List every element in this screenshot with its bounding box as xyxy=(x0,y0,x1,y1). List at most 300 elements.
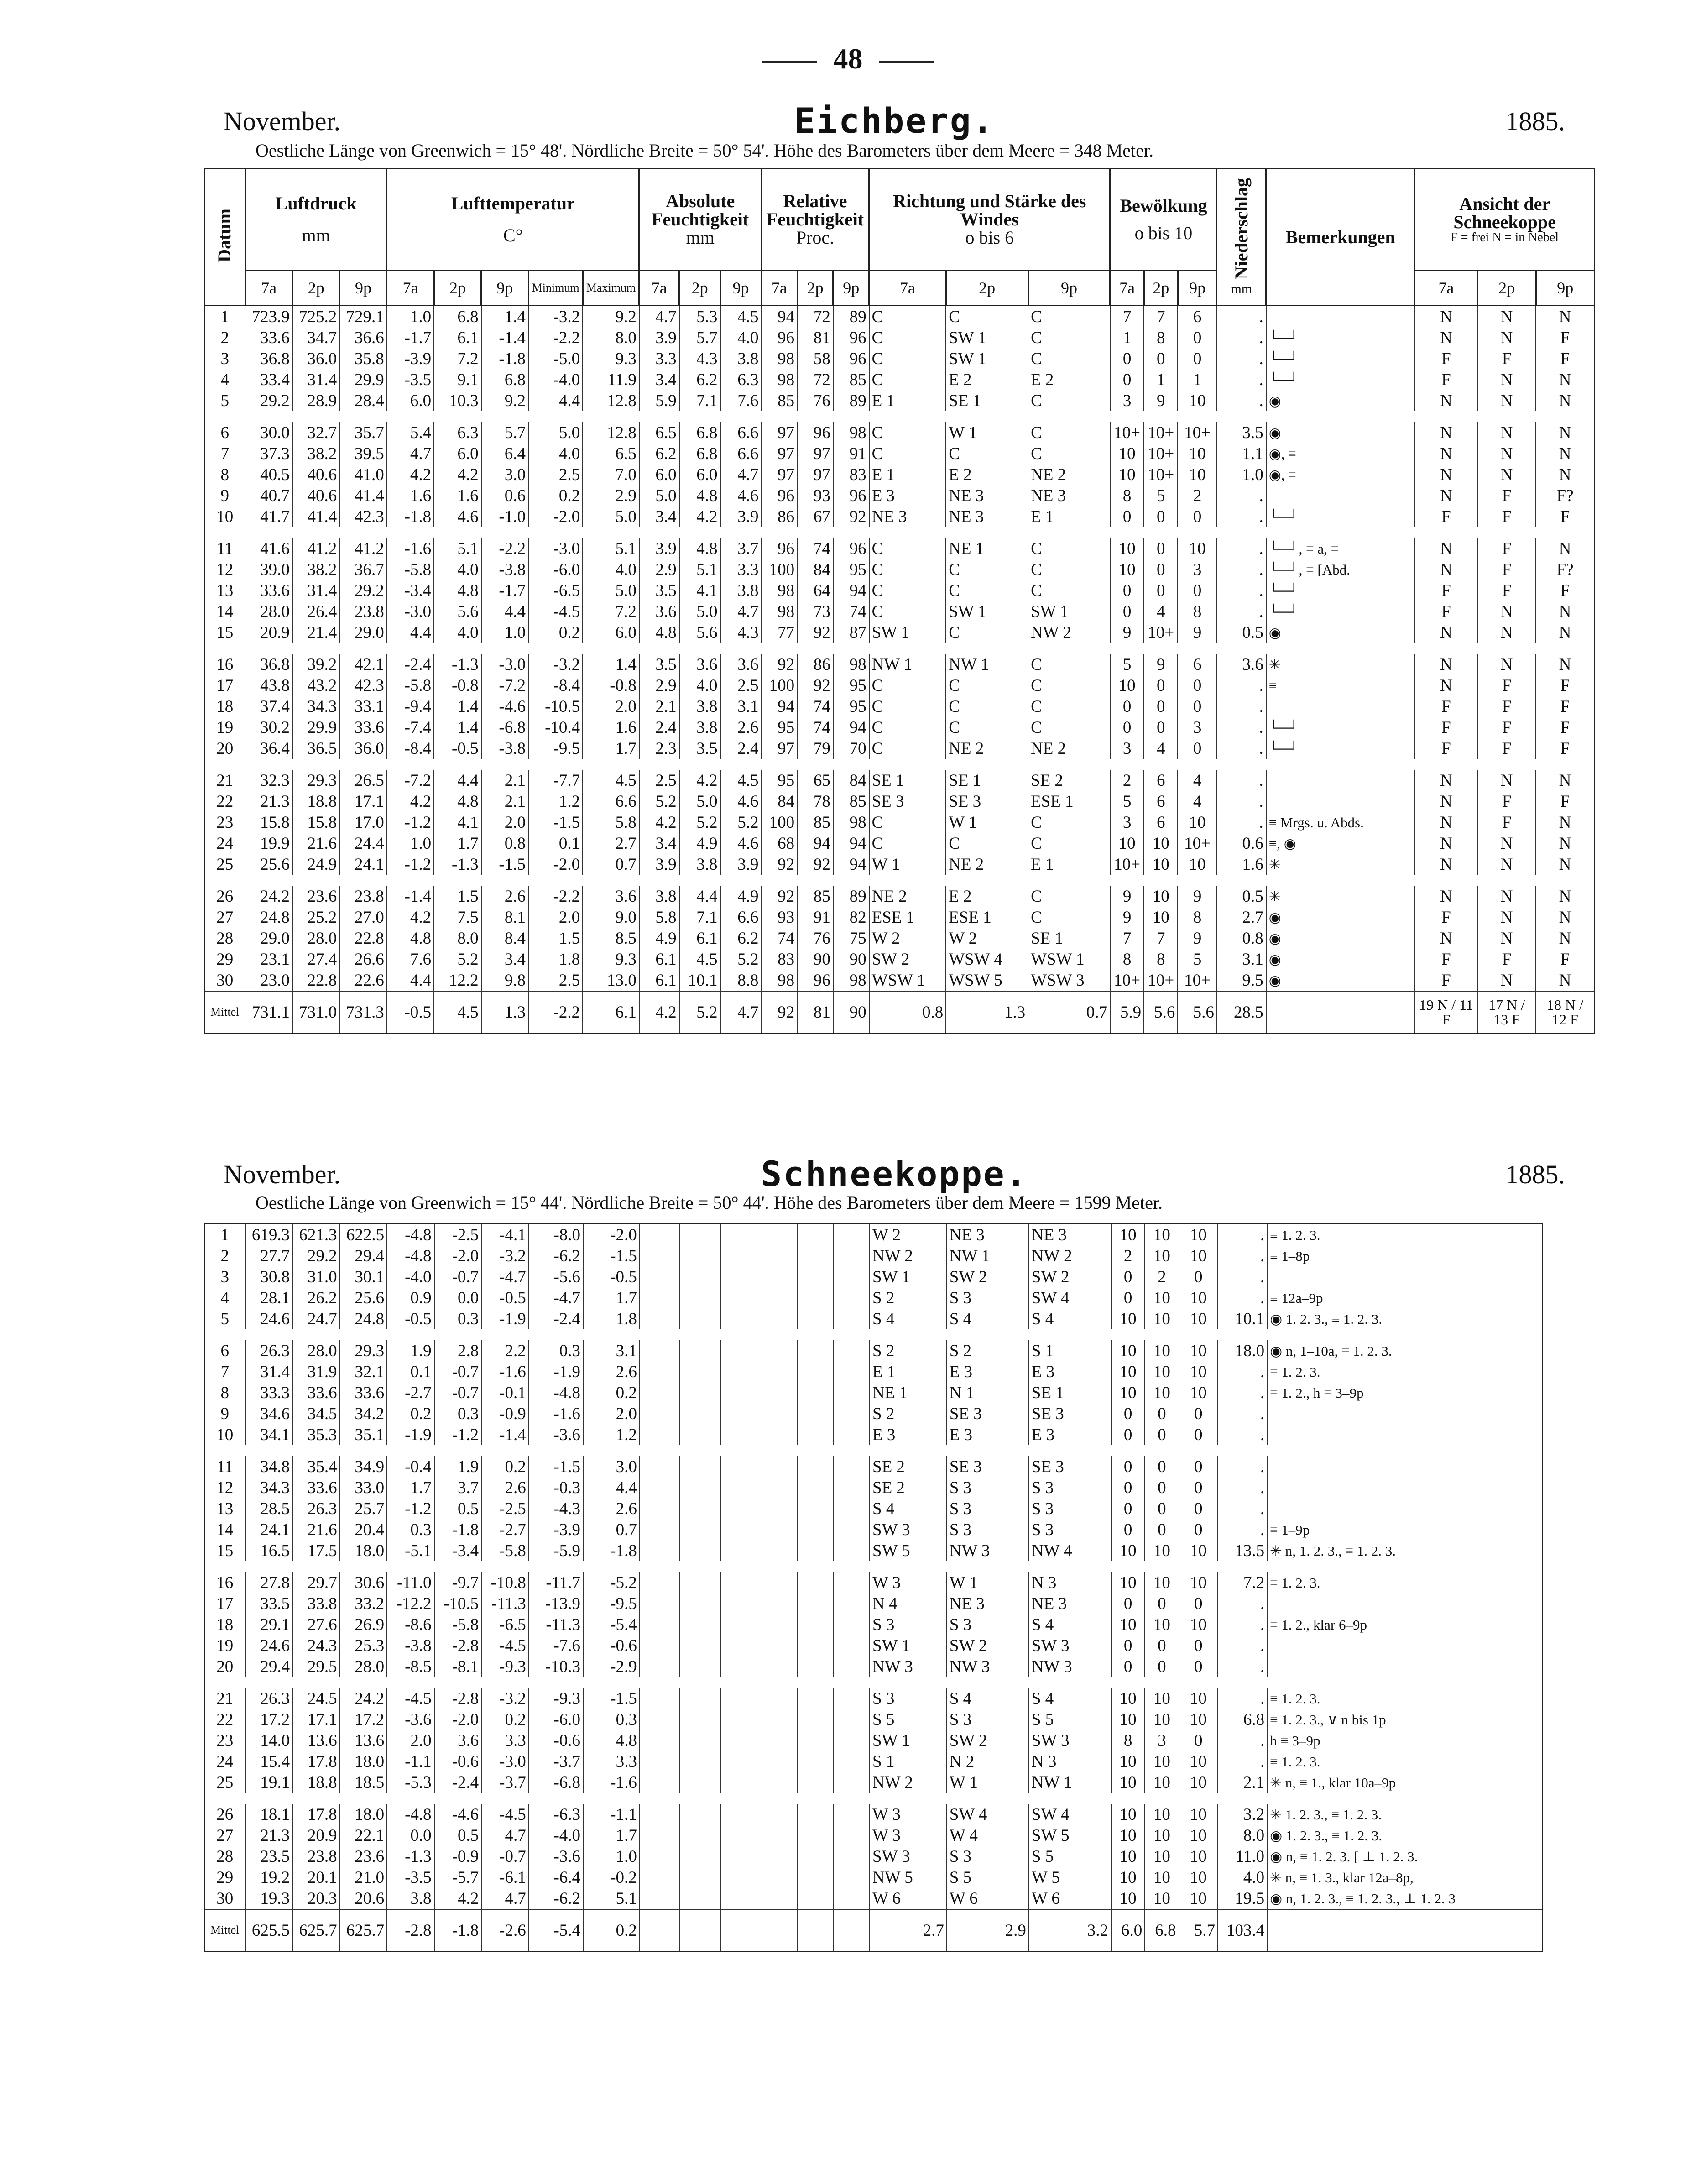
remarks-cell: └─┘ xyxy=(1266,327,1415,348)
value-cell: -6.5 xyxy=(528,580,583,601)
value-cell: 22.8 xyxy=(339,928,386,949)
value-cell: 25.2 xyxy=(292,907,339,928)
day-cell: 1 xyxy=(204,306,245,328)
value-cell xyxy=(798,1477,834,1498)
value-cell: S 4 xyxy=(1029,1688,1111,1709)
value-cell: 31.4 xyxy=(245,1361,293,1382)
value-cell: 9 xyxy=(1178,886,1216,907)
value-cell: C xyxy=(1028,327,1110,348)
value-cell: 28.0 xyxy=(292,1340,340,1361)
value-cell: 96 xyxy=(761,485,797,506)
value-cell: 621.3 xyxy=(292,1224,340,1246)
value-cell: -6.0 xyxy=(529,1709,583,1730)
mean-value: 1.3 xyxy=(946,991,1028,1034)
value-cell: 2.9 xyxy=(639,675,679,696)
value-cell: 10 xyxy=(1144,886,1178,907)
value-cell: W 3 xyxy=(870,1825,947,1846)
value-cell: 42.1 xyxy=(339,654,386,675)
value-cell: 0.2 xyxy=(481,1456,529,1477)
value-cell: F xyxy=(1477,675,1536,696)
value-cell xyxy=(640,1245,680,1266)
remarks-cell: ≡ 1. 2. 3. xyxy=(1267,1688,1542,1709)
value-cell: 41.7 xyxy=(245,506,292,527)
value-cell: NW 3 xyxy=(947,1656,1029,1677)
value-cell: F xyxy=(1536,348,1594,369)
value-cell: 28.9 xyxy=(292,390,339,411)
value-cell: F xyxy=(1477,791,1536,812)
value-cell: C xyxy=(1028,717,1110,738)
value-cell: 10 xyxy=(1179,1382,1218,1403)
value-cell: 79 xyxy=(797,738,833,759)
value-cell: E 3 xyxy=(947,1361,1029,1382)
value-cell: NW 2 xyxy=(870,1772,947,1793)
value-cell xyxy=(640,1867,680,1888)
value-cell: -5.8 xyxy=(387,675,434,696)
value-cell: 7.0 xyxy=(583,464,639,485)
value-cell: 98 xyxy=(761,348,797,369)
value-cell: 10+ xyxy=(1144,464,1178,485)
value-cell: -3.6 xyxy=(529,1846,583,1867)
value-cell: W 3 xyxy=(870,1572,947,1593)
mean-value: 6.8 xyxy=(1145,1909,1179,1952)
value-cell xyxy=(640,1656,680,1677)
value-cell: 43.2 xyxy=(292,675,339,696)
day-cell: 11 xyxy=(204,1456,245,1477)
value-cell: 36.0 xyxy=(339,738,386,759)
value-cell: 13.6 xyxy=(292,1730,340,1751)
value-cell: C xyxy=(869,369,946,390)
value-cell: 5.3 xyxy=(679,306,720,328)
value-cell xyxy=(762,1825,798,1846)
eichberg-year: 1885. xyxy=(1505,106,1565,136)
value-cell: N xyxy=(1415,422,1477,443)
value-cell: 10 xyxy=(1111,1340,1145,1361)
value-cell: 2.7 xyxy=(583,833,639,854)
value-cell: C xyxy=(1028,886,1110,907)
value-cell: 5.2 xyxy=(679,812,720,833)
value-cell: 65 xyxy=(797,770,833,791)
value-cell: 92 xyxy=(797,675,833,696)
value-cell xyxy=(680,1519,721,1540)
value-cell: SW 3 xyxy=(870,1846,947,1867)
remarks-cell xyxy=(1267,1498,1542,1519)
value-cell: N xyxy=(1415,791,1477,812)
value-cell: 0 xyxy=(1110,717,1144,738)
day-cell: 9 xyxy=(204,485,245,506)
value-cell: 5.1 xyxy=(583,538,639,559)
value-cell: SW 1 xyxy=(870,1635,947,1656)
value-cell: F xyxy=(1415,348,1477,369)
value-cell: 33.5 xyxy=(245,1593,293,1614)
value-cell: 5.6 xyxy=(434,601,481,622)
value-cell xyxy=(798,1688,834,1709)
value-cell: 97 xyxy=(761,422,797,443)
table-row xyxy=(204,622,1595,643)
day-cell: 28 xyxy=(204,928,245,949)
value-cell: 29.0 xyxy=(245,928,292,949)
value-cell: 4.8 xyxy=(434,580,481,601)
value-cell: 9.3 xyxy=(583,949,639,970)
value-cell: S 2 xyxy=(947,1340,1029,1361)
remarks-cell xyxy=(1267,1593,1542,1614)
value-cell: 7 xyxy=(1144,306,1178,328)
value-cell: -4.5 xyxy=(387,1688,434,1709)
value-cell xyxy=(762,1572,798,1593)
value-cell: 10 xyxy=(1179,1772,1218,1793)
value-cell: -1.8 xyxy=(481,348,528,369)
value-cell: 35.4 xyxy=(292,1456,340,1477)
value-cell xyxy=(721,1340,762,1361)
remarks-cell: ◉ xyxy=(1266,970,1415,991)
value-cell: 89 xyxy=(833,390,869,411)
day-cell: 21 xyxy=(204,770,245,791)
value-cell: S 3 xyxy=(870,1614,947,1635)
table-row xyxy=(204,1772,1543,1793)
value-cell: 92 xyxy=(797,854,833,875)
value-cell: 5 xyxy=(1110,654,1144,675)
value-cell xyxy=(640,1266,680,1287)
value-cell: E 1 xyxy=(1028,506,1110,527)
value-cell: SW 4 xyxy=(1029,1804,1111,1825)
remarks-cell: ◉ xyxy=(1266,928,1415,949)
value-cell: 9 xyxy=(1178,928,1216,949)
value-cell xyxy=(834,1403,870,1424)
value-cell: 26.5 xyxy=(339,770,386,791)
table-row xyxy=(204,1804,1543,1825)
value-cell: 6.5 xyxy=(583,443,639,464)
value-cell: -10.3 xyxy=(529,1656,583,1677)
value-cell: -9.4 xyxy=(387,696,434,717)
value-cell: -0.9 xyxy=(434,1846,482,1867)
value-cell: N xyxy=(1477,390,1536,411)
value-cell: C xyxy=(1028,559,1110,580)
value-cell: C xyxy=(946,675,1028,696)
value-cell: 0 xyxy=(1179,1477,1218,1498)
value-cell: 30.2 xyxy=(245,717,292,738)
value-cell: -4.7 xyxy=(529,1287,583,1308)
mean-value xyxy=(640,1909,680,1952)
remarks-cell: ≡ 1. 2., klar 6–9p xyxy=(1267,1614,1542,1635)
value-cell: 2.5 xyxy=(720,675,762,696)
value-cell xyxy=(640,1540,680,1561)
datum-header: Datum xyxy=(204,169,245,306)
value-cell: -1.4 xyxy=(481,327,528,348)
mean-value: 18 N / 12 F xyxy=(1536,991,1594,1034)
value-cell: 5.0 xyxy=(528,422,583,443)
value-cell: SE 2 xyxy=(1028,770,1110,791)
value-cell: N xyxy=(1536,622,1594,643)
value-cell: 23.6 xyxy=(340,1846,387,1867)
value-cell: NW 1 xyxy=(869,654,946,675)
value-cell: N xyxy=(1536,390,1594,411)
day-cell: 7 xyxy=(204,443,245,464)
value-cell: N xyxy=(1415,770,1477,791)
value-cell: -4.7 xyxy=(481,1266,529,1287)
value-cell: -4.1 xyxy=(481,1224,529,1246)
value-cell: 31.4 xyxy=(292,369,339,390)
value-cell: -3.0 xyxy=(387,601,434,622)
group-spacer xyxy=(204,643,1595,654)
value-cell xyxy=(640,1772,680,1793)
value-cell: 7.2 xyxy=(434,348,481,369)
value-cell xyxy=(721,1688,762,1709)
value-cell: -8.0 xyxy=(529,1224,583,1246)
value-cell: 1.0 xyxy=(387,833,434,854)
value-cell xyxy=(721,1403,762,1424)
value-cell: 24.9 xyxy=(292,854,339,875)
value-cell: 4.6 xyxy=(434,506,481,527)
value-cell: C xyxy=(869,833,946,854)
value-cell: 90 xyxy=(797,949,833,970)
value-cell: 5.0 xyxy=(639,485,679,506)
value-cell: 10 xyxy=(1178,854,1216,875)
value-cell: N xyxy=(1477,369,1536,390)
value-cell: 2.4 xyxy=(639,717,679,738)
value-cell: 7 xyxy=(1144,928,1178,949)
value-cell: -7.2 xyxy=(481,675,528,696)
value-cell: 95 xyxy=(761,770,797,791)
table-row xyxy=(204,928,1595,949)
value-cell: 10 xyxy=(1178,538,1216,559)
value-cell: -6.2 xyxy=(529,1245,583,1266)
value-cell: 0 xyxy=(1145,1656,1179,1677)
value-cell: 0.2 xyxy=(528,485,583,506)
value-cell: 0.0 xyxy=(387,1825,434,1846)
value-cell: NW 3 xyxy=(947,1540,1029,1561)
table-row xyxy=(204,1224,1543,1246)
table-row xyxy=(204,1403,1543,1424)
value-cell: 72 xyxy=(797,306,833,328)
value-cell: -0.7 xyxy=(481,1846,529,1867)
eichberg-table-body xyxy=(204,306,1595,1034)
value-cell: -3.2 xyxy=(528,654,583,675)
value-cell xyxy=(721,1224,762,1246)
value-cell: -4.8 xyxy=(387,1245,434,1266)
value-cell: N xyxy=(1536,833,1594,854)
value-cell: 7 xyxy=(1110,928,1144,949)
value-cell: 5.2 xyxy=(434,949,481,970)
value-cell: 74 xyxy=(797,696,833,717)
value-cell: 1.6 xyxy=(434,485,481,506)
value-cell: SW 4 xyxy=(947,1804,1029,1825)
value-cell: 1.5 xyxy=(528,928,583,949)
day-cell: 2 xyxy=(204,327,245,348)
value-cell: 10+ xyxy=(1110,854,1144,875)
value-cell: 94 xyxy=(797,833,833,854)
value-cell: C xyxy=(869,696,946,717)
value-cell: 0.6 xyxy=(481,485,528,506)
value-cell: 0.3 xyxy=(434,1403,482,1424)
day-cell: 15 xyxy=(204,1540,245,1561)
mean-value xyxy=(798,1909,834,1952)
value-cell: 2.5 xyxy=(528,970,583,991)
value-cell: 1.7 xyxy=(387,1477,434,1498)
value-cell: N xyxy=(1415,390,1477,411)
value-cell: -4.5 xyxy=(481,1804,529,1825)
value-cell: SE 1 xyxy=(946,390,1028,411)
value-cell: 6.2 xyxy=(679,369,720,390)
schneekoppe-subtitle: Oestliche Länge von Greenwich = 15° 44'. Nördliche Breite = 50° 44'. Höhe des Barometers über dem Meere = 1599 Meter. xyxy=(256,1192,1163,1213)
value-cell: 10 xyxy=(1179,1688,1218,1709)
ansicht-header: Ansicht der Schneekoppe F = frei N = in Nebel xyxy=(1415,169,1595,271)
value-cell xyxy=(721,1266,762,1287)
value-cell: 2 xyxy=(1110,770,1144,791)
value-cell: NW 2 xyxy=(1028,622,1110,643)
value-cell: C xyxy=(869,559,946,580)
value-cell xyxy=(834,1688,870,1709)
remarks-cell: ◉, ≡ xyxy=(1266,464,1415,485)
value-cell: 6.0 xyxy=(679,464,720,485)
value-cell: 98 xyxy=(833,422,869,443)
value-cell: -5.2 xyxy=(583,1572,640,1593)
remarks-cell: ≡ Mrgs. u. Abds. xyxy=(1266,812,1415,833)
value-cell: -1.5 xyxy=(528,812,583,833)
value-cell: 10 xyxy=(1145,1572,1179,1593)
remarks-cell xyxy=(1266,791,1415,812)
value-cell: W 3 xyxy=(870,1804,947,1825)
value-cell: NW 3 xyxy=(1029,1656,1111,1677)
value-cell xyxy=(762,1266,798,1287)
value-cell: . xyxy=(1218,1751,1267,1772)
value-cell: -2.9 xyxy=(583,1656,640,1677)
value-cell: F xyxy=(1536,696,1594,717)
value-cell xyxy=(762,1361,798,1382)
value-cell xyxy=(640,1456,680,1477)
value-cell xyxy=(798,1245,834,1266)
value-cell: C xyxy=(869,717,946,738)
value-cell: 4.3 xyxy=(679,348,720,369)
value-cell: -0.7 xyxy=(434,1361,482,1382)
value-cell: -1.5 xyxy=(529,1456,583,1477)
value-cell: 1.8 xyxy=(528,949,583,970)
value-cell xyxy=(798,1382,834,1403)
eichberg-month: November. xyxy=(224,106,341,136)
value-cell: 93 xyxy=(797,485,833,506)
value-cell xyxy=(640,1635,680,1656)
mean-value: -5.4 xyxy=(529,1909,583,1952)
value-cell: 0.3 xyxy=(583,1709,640,1730)
value-cell xyxy=(762,1656,798,1677)
value-cell xyxy=(798,1846,834,1867)
value-cell: -0.8 xyxy=(434,675,481,696)
value-cell: 43.8 xyxy=(245,675,292,696)
value-cell xyxy=(640,1614,680,1635)
mean-value: 0.2 xyxy=(583,1909,640,1952)
value-cell: -2.2 xyxy=(528,886,583,907)
value-cell: SW 1 xyxy=(870,1730,947,1751)
value-cell: N xyxy=(1415,464,1477,485)
value-cell: 10 xyxy=(1179,1825,1218,1846)
value-cell: 2.1 xyxy=(481,770,528,791)
rel-feuchtigkeit-header: Relative Feuchtigkeit Proc. xyxy=(761,169,869,271)
value-cell: 20.1 xyxy=(292,1867,340,1888)
value-cell: N 1 xyxy=(947,1382,1029,1403)
value-cell: 2.1 xyxy=(639,696,679,717)
value-cell: 78 xyxy=(797,791,833,812)
day-cell: 18 xyxy=(204,696,245,717)
day-cell: 22 xyxy=(204,1709,245,1730)
value-cell: 20.3 xyxy=(292,1888,340,1909)
value-cell xyxy=(721,1245,762,1266)
value-cell: F xyxy=(1415,506,1477,527)
remarks-cell: ≡ 1. 2., h ≡ 3–9p xyxy=(1267,1382,1542,1403)
value-cell: 0.6 xyxy=(1217,833,1266,854)
value-cell: -1.3 xyxy=(434,654,481,675)
value-cell xyxy=(834,1287,870,1308)
value-cell: E 1 xyxy=(869,390,946,411)
value-cell: 0 xyxy=(1145,1424,1179,1445)
value-cell xyxy=(721,1477,762,1498)
table-row xyxy=(204,1751,1543,1772)
value-cell: C xyxy=(946,306,1028,328)
value-cell: 29.2 xyxy=(292,1245,340,1266)
value-cell: . xyxy=(1218,1730,1267,1751)
value-cell: 27.7 xyxy=(245,1245,293,1266)
value-cell: 36.4 xyxy=(245,738,292,759)
value-cell xyxy=(721,1709,762,1730)
group-spacer xyxy=(204,1793,1543,1804)
mean-value: -2.8 xyxy=(387,1909,434,1952)
value-cell: 8.0 xyxy=(1218,1825,1267,1846)
day-cell: 4 xyxy=(204,369,245,390)
value-cell: 1.4 xyxy=(434,696,481,717)
value-cell: 26.4 xyxy=(292,601,339,622)
mean-value xyxy=(762,1909,798,1952)
value-cell: 98 xyxy=(761,970,797,991)
value-cell: 2.1 xyxy=(1218,1772,1267,1793)
value-cell: N xyxy=(1477,654,1536,675)
value-cell: -3.6 xyxy=(387,1709,434,1730)
value-cell: 4.8 xyxy=(434,791,481,812)
value-cell: 6.6 xyxy=(583,791,639,812)
value-cell: S 3 xyxy=(947,1614,1029,1635)
value-cell: 1.8 xyxy=(583,1308,640,1329)
value-cell: 28.4 xyxy=(339,390,386,411)
day-cell: 18 xyxy=(204,1614,245,1635)
table-row xyxy=(204,1572,1543,1593)
day-cell: 11 xyxy=(204,538,245,559)
table-row xyxy=(204,970,1595,991)
value-cell: 2.2 xyxy=(481,1340,529,1361)
value-cell: 10 xyxy=(1111,1540,1145,1561)
value-cell: 10 xyxy=(1145,1709,1179,1730)
value-cell xyxy=(640,1572,680,1593)
value-cell: E 3 xyxy=(947,1424,1029,1445)
value-cell: SW 5 xyxy=(870,1540,947,1561)
value-cell: N xyxy=(1477,886,1536,907)
value-cell: N xyxy=(1536,907,1594,928)
value-cell: -3.5 xyxy=(387,369,434,390)
remarks-cell xyxy=(1267,1635,1542,1656)
value-cell: -3.4 xyxy=(434,1540,482,1561)
value-cell: 33.6 xyxy=(340,1382,387,1403)
value-cell xyxy=(640,1382,680,1403)
value-cell: 3 xyxy=(1110,812,1144,833)
value-cell: . xyxy=(1217,369,1266,390)
value-cell: C xyxy=(869,443,946,464)
value-cell: 33.8 xyxy=(292,1593,340,1614)
value-cell: 9 xyxy=(1110,622,1144,643)
value-cell: 0 xyxy=(1144,538,1178,559)
value-cell: 0 xyxy=(1179,1266,1218,1287)
value-cell: N xyxy=(1536,443,1594,464)
value-cell xyxy=(721,1730,762,1751)
value-cell: C xyxy=(1028,538,1110,559)
mean-value xyxy=(721,1909,762,1952)
value-cell: N xyxy=(1536,538,1594,559)
value-cell: N xyxy=(1536,306,1594,328)
value-cell: 3.7 xyxy=(720,538,762,559)
